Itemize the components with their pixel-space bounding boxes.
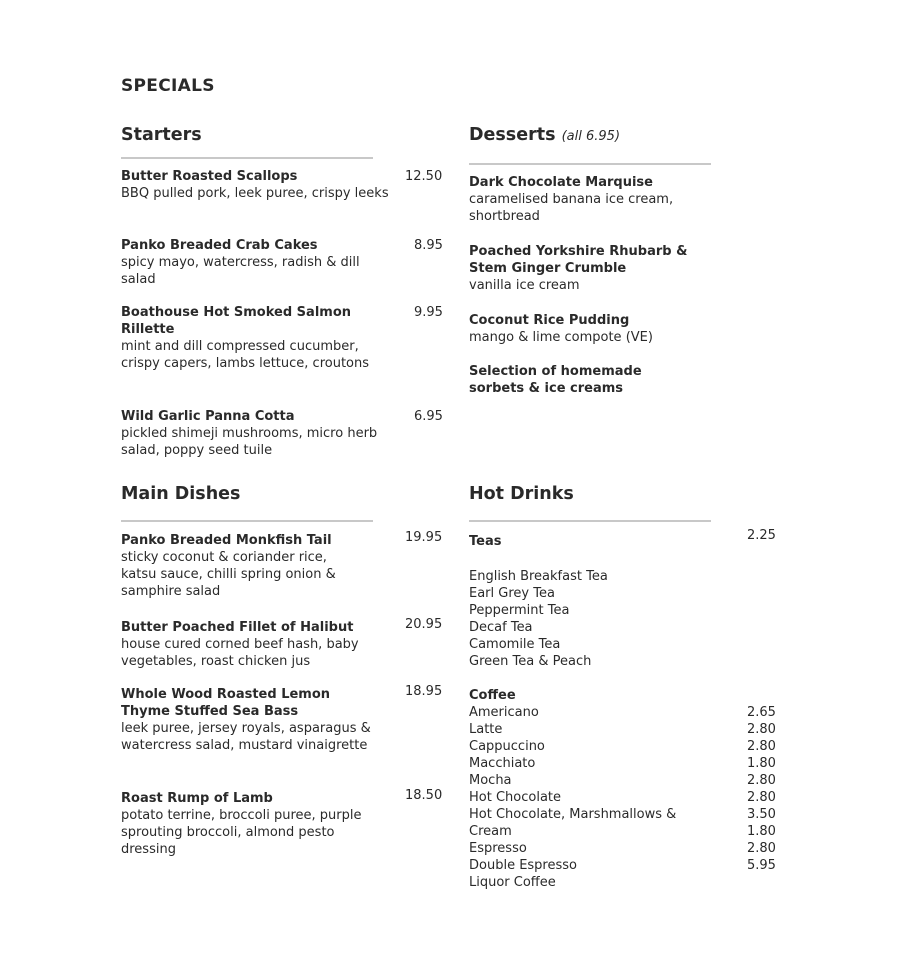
mains-heading: Main Dishes	[121, 484, 241, 504]
main-desc: leek puree, jersey royals, asparagus & watercress salad, mustard vinaigrette	[121, 721, 371, 753]
starter-desc: pickled shimeji mushrooms, micro herb salad, poppy seed tuile	[121, 426, 378, 458]
coffee-item: Mocha	[469, 773, 512, 788]
desserts-title: Desserts	[469, 125, 556, 145]
starter-name: Boathouse Hot Smoked Salmon Rillette	[121, 305, 352, 337]
coffee-list	[469, 704, 729, 891]
dessert-item	[469, 312, 729, 346]
dessert-item	[469, 174, 729, 225]
starter-name: Butter Roasted Scallops	[121, 169, 298, 184]
main-desc: house cured corned beef hash, baby vegetables, roast chicken jus	[121, 637, 359, 669]
desserts-heading	[469, 125, 620, 145]
coffee-prices	[747, 704, 776, 874]
page-title: SPECIALS	[121, 76, 215, 96]
tea-item: Camomile Tea	[469, 637, 561, 652]
main-name: Butter Poached Fillet of Halibut	[121, 620, 354, 635]
coffee-item: Cream	[469, 824, 512, 839]
coffee-item: Liquor Coffee	[469, 875, 556, 890]
tea-item: Peppermint Tea	[469, 603, 570, 618]
coffee-item: Espresso	[469, 841, 527, 856]
main-price: 19.95	[405, 530, 443, 545]
tea-item: Earl Grey Tea	[469, 586, 555, 601]
coffee-item: Macchiato	[469, 756, 536, 771]
coffee-item: Double Espresso	[469, 858, 577, 873]
main-name: Roast Rump of Lamb	[121, 791, 273, 806]
starters-divider	[121, 157, 373, 159]
main-item	[121, 686, 391, 754]
tea-item: Green Tea & Peach	[469, 654, 592, 669]
dessert-name: Dark Chocolate Marquise	[469, 175, 653, 190]
dessert-name: Poached Yorkshire Rhubarb & Stem Ginger Crumble	[469, 244, 688, 276]
main-name: Whole Wood Roasted Lemon Thyme Stuffed Sea Bass	[121, 687, 331, 719]
starter-item	[121, 237, 391, 288]
coffee-price: 2.65	[747, 705, 776, 720]
coffee-price: 3.50	[747, 807, 776, 822]
dessert-desc: caramelised banana ice cream, shortbread	[469, 192, 674, 224]
teas-title: Teas	[469, 534, 502, 549]
dessert-desc: vanilla ice cream	[469, 278, 580, 293]
coffee-price: 1.80	[747, 824, 776, 839]
starter-desc: BBQ pulled pork, leek puree, crispy leeks	[121, 186, 389, 201]
main-desc: potato terrine, broccoli puree, purple sprouting broccoli, almond pesto dressing	[121, 808, 362, 857]
mains-divider	[121, 520, 373, 522]
starter-name: Wild Garlic Panna Cotta	[121, 409, 295, 424]
main-price: 18.95	[405, 684, 443, 699]
main-item	[121, 790, 391, 858]
coffee-item: Cappuccino	[469, 739, 545, 754]
coffee-title: Coffee	[469, 688, 516, 703]
starter-price: 12.50	[405, 169, 443, 184]
hot-drinks-divider	[469, 520, 711, 522]
starter-desc: mint and dill compressed cucumber, crispy capers, lambs lettuce, croutons	[121, 339, 370, 371]
main-item	[121, 619, 391, 670]
tea-item: Decaf Tea	[469, 620, 533, 635]
starter-item	[121, 168, 391, 202]
main-price: 18.50	[405, 788, 443, 803]
main-name: Panko Breaded Monkfish Tail	[121, 533, 332, 548]
starter-name: Panko Breaded Crab Cakes	[121, 238, 318, 253]
dessert-name: Coconut Rice Pudding	[469, 313, 630, 328]
tea-list	[469, 568, 729, 670]
main-price: 20.95	[405, 617, 443, 632]
hot-drinks-heading: Hot Drinks	[469, 484, 574, 504]
coffee-item: Hot Chocolate	[469, 790, 562, 805]
starter-item	[121, 304, 391, 372]
coffee-price: 1.80	[747, 756, 776, 771]
tea-item: English Breakfast Tea	[469, 569, 608, 584]
dessert-item	[469, 243, 729, 294]
coffee-price: 5.95	[747, 858, 776, 873]
coffee-label	[469, 687, 516, 704]
teas-label	[469, 533, 501, 550]
coffee-price: 2.80	[747, 773, 776, 788]
main-desc: sticky coconut & coriander rice, katsu sauce, chilli spring onion & samphire salad	[121, 550, 336, 599]
coffee-item: Americano	[469, 705, 539, 720]
dessert-item	[469, 363, 669, 397]
starter-desc: spicy mayo, watercress, radish & dill salad	[121, 255, 360, 287]
desserts-note: (all 6.95)	[561, 129, 621, 144]
dessert-name: Selection of homemade sorbets & ice creams	[469, 364, 642, 396]
coffee-price: 2.80	[747, 739, 776, 754]
coffee-item: Latte	[469, 722, 503, 737]
starter-price: 9.95	[414, 305, 443, 320]
coffee-price: 2.80	[747, 790, 776, 805]
starter-price: 8.95	[414, 238, 443, 253]
starters-heading: Starters	[121, 125, 202, 145]
teas-price: 2.25	[747, 528, 776, 543]
coffee-price: 2.80	[747, 722, 776, 737]
starter-price: 6.95	[414, 409, 443, 424]
main-item	[121, 532, 386, 600]
dessert-desc: mango & lime compote (VE)	[469, 330, 653, 345]
coffee-price: 2.80	[747, 841, 776, 856]
coffee-item: Hot Chocolate, Marshmallows &	[469, 807, 677, 822]
starter-item	[121, 408, 391, 459]
desserts-divider	[469, 163, 711, 165]
